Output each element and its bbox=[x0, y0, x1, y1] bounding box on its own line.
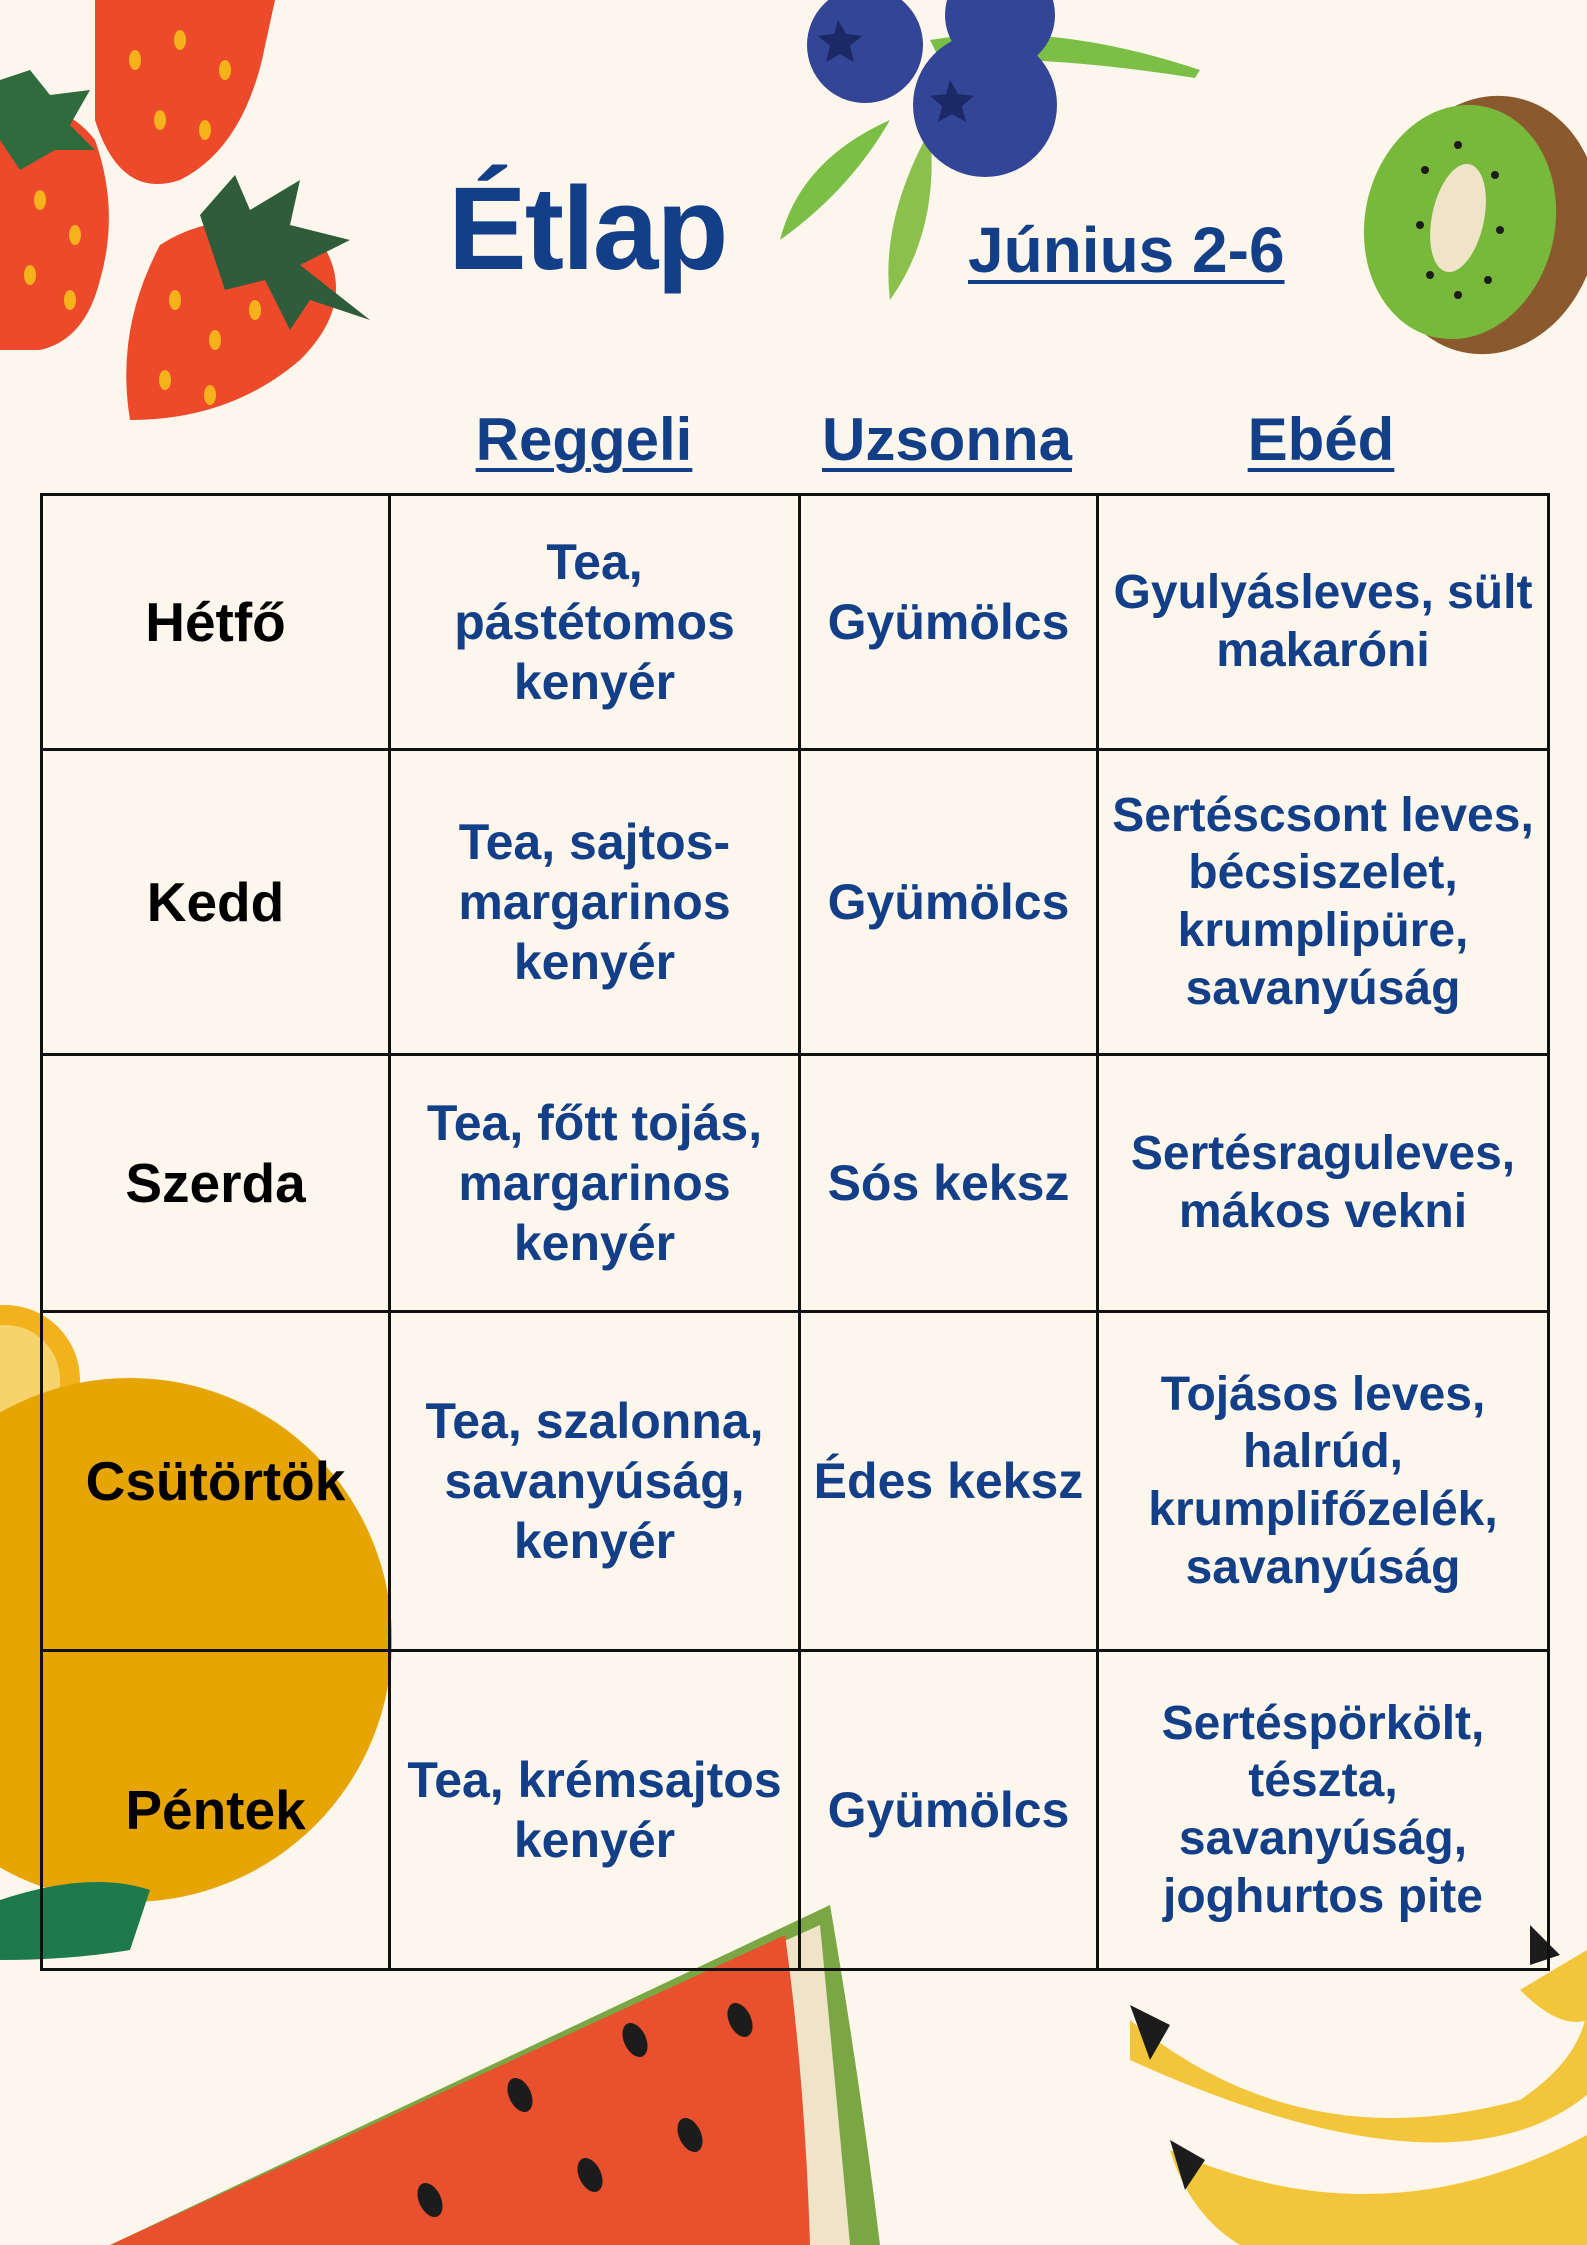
day-label: Hétfő bbox=[42, 495, 390, 750]
strawberry-icon bbox=[0, 70, 109, 350]
column-header-reggeli: Reggeli bbox=[475, 406, 693, 473]
breakfast-cell: Tea, szalonna, savanyúság, kenyér bbox=[390, 1312, 800, 1651]
column-header-ebed: Ebéd bbox=[1247, 406, 1395, 473]
snack-cell: Gyümölcs bbox=[800, 1651, 1098, 1970]
snack-cell: Sós keksz bbox=[800, 1055, 1098, 1312]
day-label: Szerda bbox=[42, 1055, 390, 1312]
table-row bbox=[42, 1055, 1549, 1312]
breakfast-cell: Tea, főtt tojás, margarinos kenyér bbox=[390, 1055, 800, 1312]
column-header-uzsonna: Uzsonna bbox=[821, 406, 1073, 473]
breakfast-cell: Tea, pástétomos kenyér bbox=[390, 495, 800, 750]
strawberry-icon bbox=[126, 175, 370, 420]
snack-cell: Édes keksz bbox=[800, 1312, 1098, 1651]
lunch-cell: Sertéscsont leves, bécsiszelet, krumplipüre, savanyúság bbox=[1098, 750, 1549, 1055]
table-row bbox=[42, 1312, 1549, 1651]
date-range: Június 2-6 bbox=[968, 214, 1285, 286]
strawberry-icon bbox=[95, 0, 275, 184]
lunch-cell: Gyulyásleves, sült makaróni bbox=[1098, 495, 1549, 750]
snack-cell: Gyümölcs bbox=[800, 495, 1098, 750]
day-label: Csütörtök bbox=[42, 1312, 390, 1651]
page-title: Étlap bbox=[448, 163, 727, 295]
lunch-cell: Sertésraguleves, mákos vekni bbox=[1098, 1055, 1549, 1312]
snack-cell: Gyümölcs bbox=[800, 750, 1098, 1055]
menu-table bbox=[40, 493, 1550, 1971]
breakfast-cell: Tea, krémsajtos kenyér bbox=[390, 1651, 800, 1970]
table-row bbox=[42, 1651, 1549, 1970]
breakfast-cell: Tea, sajtos-margarinos kenyér bbox=[390, 750, 800, 1055]
lunch-cell: Sertéspörkölt, tészta, savanyúság, joghurtos pite bbox=[1098, 1651, 1549, 1970]
kiwi-icon bbox=[1343, 75, 1587, 374]
lunch-cell: Tojásos leves, halrúd, krumplifőzelék, savanyúság bbox=[1098, 1312, 1549, 1651]
table-row bbox=[42, 750, 1549, 1055]
day-label: Péntek bbox=[42, 1651, 390, 1970]
banana-icon bbox=[1130, 1925, 1587, 2245]
day-label: Kedd bbox=[42, 750, 390, 1055]
table-row bbox=[42, 495, 1549, 750]
